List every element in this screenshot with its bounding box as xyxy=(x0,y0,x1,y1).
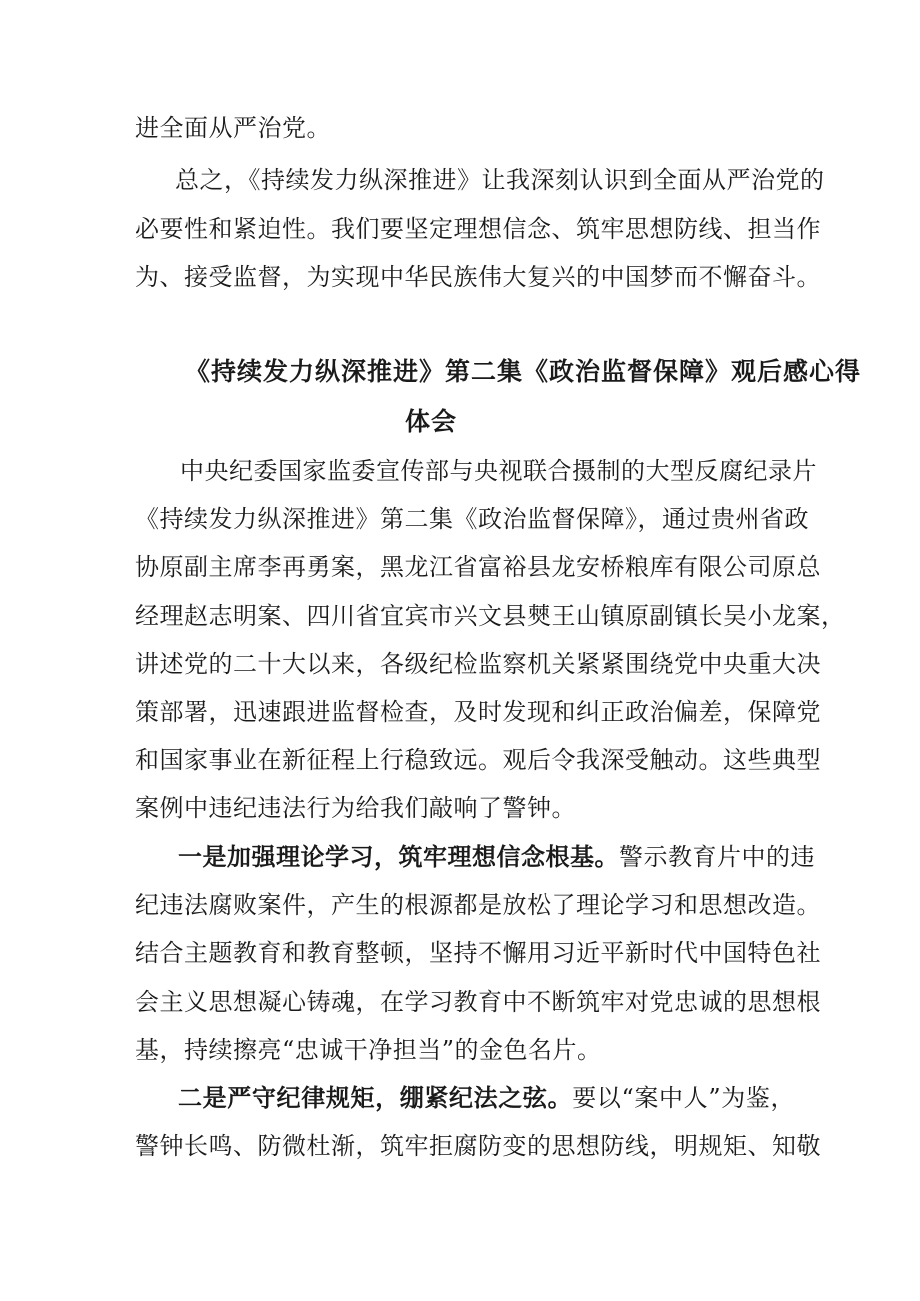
paragraph-line: 结合主题教育和教育整顿，坚持不懈用习近平新时代中国特色社 xyxy=(135,939,821,967)
paragraph-line: 总之，《持续发力纵深推进》让我深刻认识到全面从严治党的 xyxy=(175,166,825,194)
paragraph-line: 会主义思想凝心铸魂，在学习教育中不断筑牢对党忠诚的思想根 xyxy=(135,988,821,1016)
paragraph-heading: 一是加强理论学习，筑牢理想信念根基。 xyxy=(178,842,619,871)
paragraph-line: 警钟长鸣、防微杜渐，筑牢拒腐防变的思想防线，明规矩、知敬 xyxy=(135,1132,821,1160)
paragraph-line: 和国家事业在新征程上行稳致远。观后令我深受触动。这些典型 xyxy=(135,746,821,774)
paragraph-first-line xyxy=(178,1083,795,1113)
paragraph-line: 进全面从严治党。 xyxy=(135,114,331,142)
paragraph-first-line xyxy=(178,842,815,872)
paragraph-line: 案例中违纪违法行为给我们敲响了警钟。 xyxy=(135,794,576,822)
paragraph-line: 协原副主席李再勇案，黑龙江省富裕县龙安桥粮库有限公司原总 xyxy=(135,553,821,581)
paragraph-text: 要以“案中人”为鉴， xyxy=(572,1084,796,1112)
paragraph-line: 经理赵志明案、四川省宜宾市兴文县僰王山镇原副镇长吴小龙案， xyxy=(135,602,846,630)
paragraph-line: 策部署，迅速跟进监督检查，及时发现和纠正政治偏差，保障党 xyxy=(135,698,821,726)
paragraph-text: 警示教育片中的违 xyxy=(619,843,815,871)
paragraph-line: 纪违法腐败案件，产生的根源都是放松了理论学习和思想改造。 xyxy=(135,891,821,919)
paragraph-line: 基，持续擦亮“忠诚干净担当”的金色名片。 xyxy=(135,1036,602,1064)
paragraph-line: 《持续发力纵深推进》第二集《政治监督保障》，通过贵州省政 xyxy=(135,505,809,533)
paragraph-line: 为、接受监督，为实现中华民族伟大复兴的中国梦而不懈奋斗。 xyxy=(135,263,821,291)
paragraph-heading: 二是严守纪律规矩，绷紧纪法之弦。 xyxy=(178,1083,573,1112)
paragraph-line: 中央纪委国家监委宣传部与央视联合摄制的大型反腐纪录片 xyxy=(180,457,817,485)
article-title-line-2: 体会 xyxy=(405,407,458,436)
article-title-line-1: 《持续发力纵深推进》第二集《政治监督保障》观后感心得 xyxy=(185,357,862,386)
paragraph-line: 必要性和紧迫性。我们要坚定理想信念、筑牢思想防线、担当作 xyxy=(135,215,821,243)
paragraph-line: 讲述党的二十大以来，各级纪检监察机关紧紧围绕党中央重大决 xyxy=(135,650,821,678)
